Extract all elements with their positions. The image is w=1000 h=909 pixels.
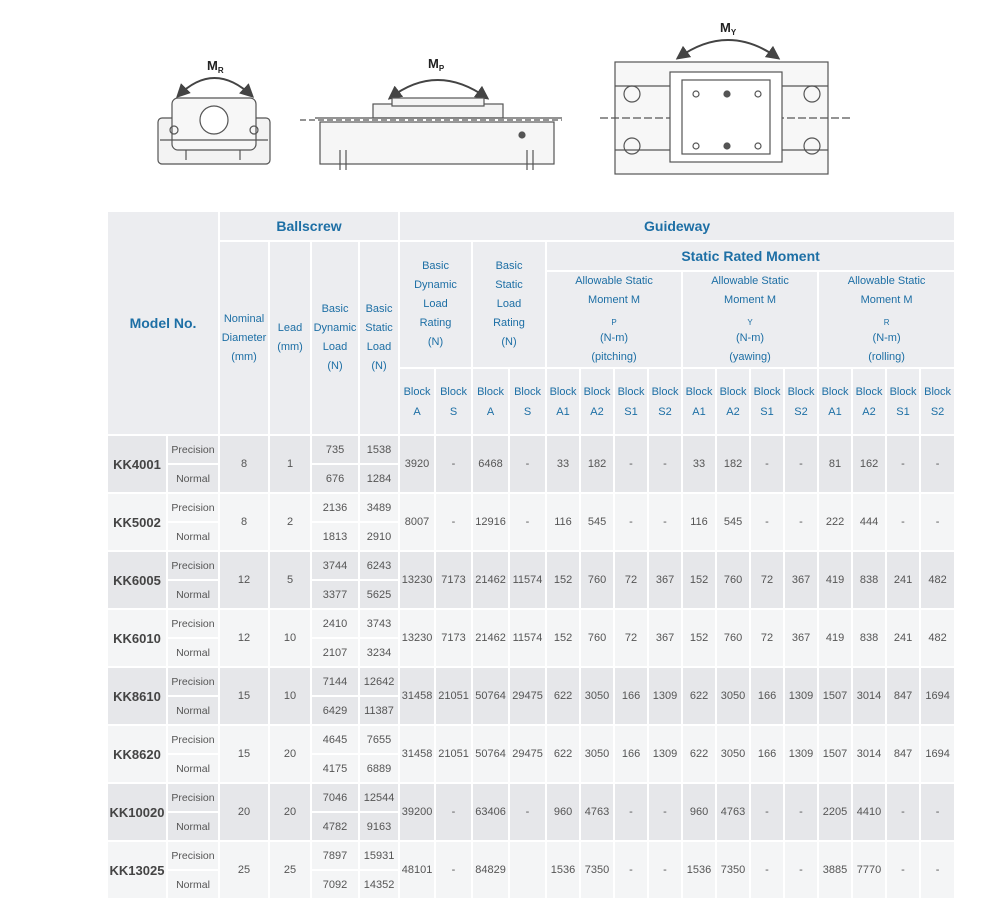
guideway-cell: 419: [819, 610, 853, 668]
dynamic-load-cell: 2410: [312, 610, 360, 639]
dynamic-load-cell: 7144: [312, 668, 360, 697]
nominal-diameter-cell: 12: [220, 552, 270, 610]
guideway-cell: 847: [887, 726, 921, 784]
guideway-cell: 622: [547, 668, 581, 726]
guideway-cell: 3050: [581, 668, 615, 726]
header-line: (N): [501, 336, 517, 348]
guideway-cell: 166: [615, 726, 649, 784]
guideway-cell: 21051: [436, 668, 473, 726]
header-line: Basic: [422, 260, 449, 272]
grade-label: Precision: [168, 842, 220, 871]
guideway-cell: -: [649, 842, 683, 900]
guideway-cell: 847: [887, 668, 921, 726]
guideway-cell: 116: [547, 494, 581, 552]
nominal-diameter-cell: 8: [220, 436, 270, 494]
guideway-cell: 960: [547, 784, 581, 842]
block-header: Block S2: [649, 369, 683, 436]
guideway-cell: 222: [819, 494, 853, 552]
static-rated-moment-header: Static Rated Moment: [547, 242, 956, 272]
guideway-cell: 444: [853, 494, 887, 552]
table-row: [108, 726, 956, 755]
guideway-cell: 3050: [581, 726, 615, 784]
guideway-cell: 4763: [581, 784, 615, 842]
model-name: KK13025: [108, 842, 168, 900]
guideway-cell: 3014: [853, 668, 887, 726]
guideway-cell: 482: [921, 552, 956, 610]
guideway-cell: -: [887, 842, 921, 900]
guideway-cell: -: [785, 494, 819, 552]
static-load-cell: 3489: [360, 494, 400, 523]
guideway-cell: -: [436, 842, 473, 900]
guideway-cell: 760: [717, 552, 751, 610]
grade-label: Precision: [168, 494, 220, 523]
guideway-cell: 33: [547, 436, 581, 494]
guideway-cell: -: [785, 842, 819, 900]
model-name: KK10020: [108, 784, 168, 842]
lead-header: [270, 242, 312, 436]
dynamic-load-cell: 4645: [312, 726, 360, 755]
gw-dynamic-rating-header: [400, 242, 473, 369]
guideway-cell: 31458: [400, 668, 436, 726]
dynamic-load-cell: 7897: [312, 842, 360, 871]
guideway-cell: 29475: [510, 668, 547, 726]
static-load-cell: 9163: [360, 813, 400, 842]
grade-label: Precision: [168, 784, 220, 813]
guideway-cell: 419: [819, 552, 853, 610]
guideway-cell: 21051: [436, 726, 473, 784]
dynamic-load-cell: 2107: [312, 639, 360, 668]
guideway-cell: 11574: [510, 552, 547, 610]
lead-cell: 20: [270, 726, 312, 784]
table-row: [108, 668, 956, 697]
block-header: Block A: [473, 369, 510, 436]
guideway-cell: 182: [717, 436, 751, 494]
static-load-cell: 5625: [360, 581, 400, 610]
guideway-cell: 21462: [473, 610, 510, 668]
guideway-cell: -: [785, 784, 819, 842]
guideway-cell: -: [436, 494, 473, 552]
guideway-cell: 760: [717, 610, 751, 668]
guideway-cell: -: [921, 784, 956, 842]
guideway-cell: [510, 842, 547, 900]
guideway-cell: 1309: [649, 668, 683, 726]
guideway-cell: 182: [581, 436, 615, 494]
nominal-diameter-cell: 25: [220, 842, 270, 900]
grade-label: Precision: [168, 552, 220, 581]
guideway-cell: -: [436, 436, 473, 494]
grade-label: Normal: [168, 523, 220, 552]
guideway-cell: 3920: [400, 436, 436, 494]
guideway-cell: 1507: [819, 668, 853, 726]
guideway-cell: -: [649, 784, 683, 842]
guideway-cell: 545: [717, 494, 751, 552]
guideway-cell: 72: [615, 552, 649, 610]
guideway-cell: 84829: [473, 842, 510, 900]
header-line: Load: [322, 341, 348, 353]
guideway-cell: 1309: [785, 668, 819, 726]
guideway-cell: -: [751, 436, 785, 494]
guideway-cell: -: [887, 784, 921, 842]
guideway-cell: 11574: [510, 610, 547, 668]
guideway-cell: 72: [751, 610, 785, 668]
lead-cell: 5: [270, 552, 312, 610]
block-header: Block A1: [547, 369, 581, 436]
header-line: (mm): [231, 350, 257, 363]
header-line: Load: [423, 298, 448, 310]
header-line: Load: [496, 298, 522, 310]
static-load-cell: 12544: [360, 784, 400, 813]
basic-static-load-header: [360, 242, 400, 436]
guideway-cell: 838: [853, 552, 887, 610]
table-row: [108, 436, 956, 465]
guideway-cell: -: [510, 784, 547, 842]
guideway-cell: -: [887, 494, 921, 552]
nominal-diameter-cell: 15: [220, 668, 270, 726]
header-line: Nominal: [223, 312, 265, 325]
static-load-cell: 1284: [360, 465, 400, 494]
guideway-cell: 7770: [853, 842, 887, 900]
guideway-cell: 8007: [400, 494, 436, 552]
guideway-cell: 48101: [400, 842, 436, 900]
guideway-cell: 622: [683, 668, 717, 726]
roll-moment-diagram: [158, 78, 270, 164]
guideway-cell: 166: [751, 668, 785, 726]
moment-rolling-header: Allowable Static Moment M $_R$ (N-m) (rolling): [819, 272, 956, 369]
static-load-cell: 6889: [360, 755, 400, 784]
block-header: Block S: [510, 369, 547, 436]
guideway-cell: -: [921, 436, 956, 494]
guideway-cell: 12916: [473, 494, 510, 552]
header-line: Dynamic: [313, 322, 357, 334]
gw-static-rating-header: [473, 242, 547, 369]
guideway-cell: 4763: [717, 784, 751, 842]
guideway-cell: 7350: [717, 842, 751, 900]
guideway-cell: -: [436, 784, 473, 842]
block-header: Block A: [400, 369, 436, 436]
header-line: (mm): [277, 341, 303, 353]
guideway-cell: 33: [683, 436, 717, 494]
model-no-header: Model No.: [108, 212, 220, 436]
guideway-cell: 241: [887, 552, 921, 610]
guideway-cell: 6468: [473, 436, 510, 494]
table-row: [108, 552, 956, 581]
guideway-cell: 760: [581, 552, 615, 610]
header-line: Diameter: [221, 331, 267, 344]
table-row: [108, 610, 956, 639]
grade-label: Precision: [168, 668, 220, 697]
guideway-cell: 152: [683, 610, 717, 668]
header-line: Dynamic: [414, 279, 457, 291]
guideway-cell: 3050: [717, 726, 751, 784]
lead-cell: 25: [270, 842, 312, 900]
guideway-cell: 13230: [400, 552, 436, 610]
block-header: Block S2: [921, 369, 956, 436]
table-row: [108, 784, 956, 813]
guideway-cell: -: [615, 784, 649, 842]
guideway-cell: 1507: [819, 726, 853, 784]
lead-cell: 10: [270, 668, 312, 726]
guideway-cell: 545: [581, 494, 615, 552]
static-load-cell: 3743: [360, 610, 400, 639]
guideway-cell: -: [921, 842, 956, 900]
moment-yawing-header: Allowable Static Moment M $_Y$ (N-m) (yawing): [683, 272, 819, 369]
block-header: Block S1: [751, 369, 785, 436]
lead-cell: 2: [270, 494, 312, 552]
guideway-cell: 13230: [400, 610, 436, 668]
dynamic-load-cell: 676: [312, 465, 360, 494]
guideway-cell: -: [921, 494, 956, 552]
model-name: KK8620: [108, 726, 168, 784]
guideway-cell: 63406: [473, 784, 510, 842]
guideway-cell: -: [751, 842, 785, 900]
dynamic-load-cell: 7046: [312, 784, 360, 813]
guideway-cell: 21462: [473, 552, 510, 610]
guideway-cell: 162: [853, 436, 887, 494]
moment-diagrams: [0, 0, 1000, 205]
dynamic-load-cell: 735: [312, 436, 360, 465]
model-name: KK4001: [108, 436, 168, 494]
static-load-cell: 6243: [360, 552, 400, 581]
guideway-cell: 838: [853, 610, 887, 668]
dynamic-load-cell: 2136: [312, 494, 360, 523]
dynamic-load-cell: 4175: [312, 755, 360, 784]
block-header: Block S1: [887, 369, 921, 436]
guideway-cell: 166: [615, 668, 649, 726]
guideway-cell: 72: [615, 610, 649, 668]
roll-moment-label: $M_R$: [207, 58, 224, 75]
grade-label: Normal: [168, 871, 220, 900]
block-header: Block S2: [785, 369, 819, 436]
guideway-cell: -: [751, 784, 785, 842]
guideway-cell: 1309: [649, 726, 683, 784]
guideway-cell: 116: [683, 494, 717, 552]
guideway-cell: 4410: [853, 784, 887, 842]
guideway-cell: 367: [649, 552, 683, 610]
guideway-cell: 960: [683, 784, 717, 842]
guideway-cell: 622: [683, 726, 717, 784]
header-line: (N): [427, 336, 444, 348]
grade-label: Normal: [168, 581, 220, 610]
guideway-cell: 152: [547, 610, 581, 668]
guideway-cell: 3050: [717, 668, 751, 726]
grade-label: Normal: [168, 465, 220, 494]
guideway-cell: 50764: [473, 726, 510, 784]
static-load-cell: 12642: [360, 668, 400, 697]
guideway-cell: 39200: [400, 784, 436, 842]
grade-label: Normal: [168, 697, 220, 726]
dynamic-load-cell: 3377: [312, 581, 360, 610]
block-header: Block A2: [717, 369, 751, 436]
guideway-cell: 760: [581, 610, 615, 668]
header-line: Basic: [321, 303, 349, 315]
nominal-diameter-header: [220, 242, 270, 436]
nominal-diameter-cell: 20: [220, 784, 270, 842]
guideway-header: Guideway: [400, 212, 956, 242]
header-line: Rating: [419, 317, 452, 329]
model-name: KK8610: [108, 668, 168, 726]
guideway-cell: 3014: [853, 726, 887, 784]
dynamic-load-cell: 6429: [312, 697, 360, 726]
static-load-cell: 14352: [360, 871, 400, 900]
guideway-cell: -: [785, 436, 819, 494]
header-line: Lead: [277, 322, 303, 334]
static-load-cell: 3234: [360, 639, 400, 668]
grade-label: Precision: [168, 726, 220, 755]
guideway-cell: 367: [785, 552, 819, 610]
grade-label: Normal: [168, 813, 220, 842]
model-name: KK5002: [108, 494, 168, 552]
model-name: KK6005: [108, 552, 168, 610]
guideway-cell: 81: [819, 436, 853, 494]
dynamic-load-cell: 4782: [312, 813, 360, 842]
guideway-cell: 367: [785, 610, 819, 668]
guideway-cell: -: [510, 436, 547, 494]
guideway-cell: 166: [751, 726, 785, 784]
header-line: Load: [366, 341, 392, 353]
guideway-cell: 482: [921, 610, 956, 668]
guideway-cell: -: [615, 436, 649, 494]
guideway-cell: 1536: [547, 842, 581, 900]
guideway-cell: 31458: [400, 726, 436, 784]
block-header: Block S1: [615, 369, 649, 436]
guideway-cell: -: [615, 842, 649, 900]
model-name: KK6010: [108, 610, 168, 668]
guideway-cell: 7350: [581, 842, 615, 900]
guideway-cell: -: [615, 494, 649, 552]
guideway-cell: -: [887, 436, 921, 494]
grade-label: Normal: [168, 755, 220, 784]
guideway-cell: 1536: [683, 842, 717, 900]
guideway-cell: 3885: [819, 842, 853, 900]
guideway-cell: -: [649, 436, 683, 494]
block-header: Block A2: [853, 369, 887, 436]
header-line: Static: [365, 322, 393, 334]
lead-cell: 10: [270, 610, 312, 668]
static-load-cell: 15931: [360, 842, 400, 871]
dynamic-load-cell: 3744: [312, 552, 360, 581]
dynamic-load-cell: 1813: [312, 523, 360, 552]
guideway-cell: 2205: [819, 784, 853, 842]
table-row: [108, 842, 956, 871]
guideway-cell: 1694: [921, 668, 956, 726]
guideway-cell: 622: [547, 726, 581, 784]
guideway-cell: 1309: [785, 726, 819, 784]
guideway-cell: 152: [547, 552, 581, 610]
nominal-diameter-cell: 15: [220, 726, 270, 784]
table-row: [108, 494, 956, 523]
guideway-cell: 1694: [921, 726, 956, 784]
static-load-cell: 2910: [360, 523, 400, 552]
nominal-diameter-cell: 12: [220, 610, 270, 668]
block-header: Block A1: [819, 369, 853, 436]
pitch-moment-diagram: [300, 80, 562, 170]
guideway-cell: -: [510, 494, 547, 552]
nominal-diameter-cell: 8: [220, 494, 270, 552]
static-load-cell: 7655: [360, 726, 400, 755]
guideway-cell: 29475: [510, 726, 547, 784]
dynamic-load-cell: 7092: [312, 871, 360, 900]
header-line: Basic: [495, 260, 523, 272]
guideway-cell: 7173: [436, 552, 473, 610]
moment-pitching-header: Allowable Static Moment M $_P$ (N-m) (pitching): [547, 272, 683, 369]
grade-label: Precision: [168, 436, 220, 465]
yaw-moment-diagram: [600, 40, 850, 174]
guideway-cell: 7173: [436, 610, 473, 668]
ballscrew-header: Ballscrew: [220, 212, 400, 242]
lead-cell: 20: [270, 784, 312, 842]
yaw-moment-label: $M_Y$: [720, 20, 737, 37]
guideway-cell: 152: [683, 552, 717, 610]
block-header: Block A1: [683, 369, 717, 436]
header-line: (N): [371, 360, 387, 372]
header-line: Static: [495, 279, 523, 291]
header-line: Basic: [365, 303, 393, 315]
block-header: Block S: [436, 369, 473, 436]
guideway-cell: 241: [887, 610, 921, 668]
guideway-cell: -: [649, 494, 683, 552]
guideway-cell: 50764: [473, 668, 510, 726]
pitch-moment-label: $M_P$: [428, 56, 445, 73]
static-load-cell: 11387: [360, 697, 400, 726]
block-header: Block A2: [581, 369, 615, 436]
guideway-cell: 367: [649, 610, 683, 668]
spec-table: [108, 212, 956, 900]
basic-dynamic-load-header: [312, 242, 360, 436]
guideway-cell: -: [751, 494, 785, 552]
guideway-cell: 72: [751, 552, 785, 610]
static-load-cell: 1538: [360, 436, 400, 465]
grade-label: Normal: [168, 639, 220, 668]
grade-label: Precision: [168, 610, 220, 639]
header-line: Rating: [493, 317, 525, 329]
lead-cell: 1: [270, 436, 312, 494]
header-line: (N): [327, 360, 343, 372]
